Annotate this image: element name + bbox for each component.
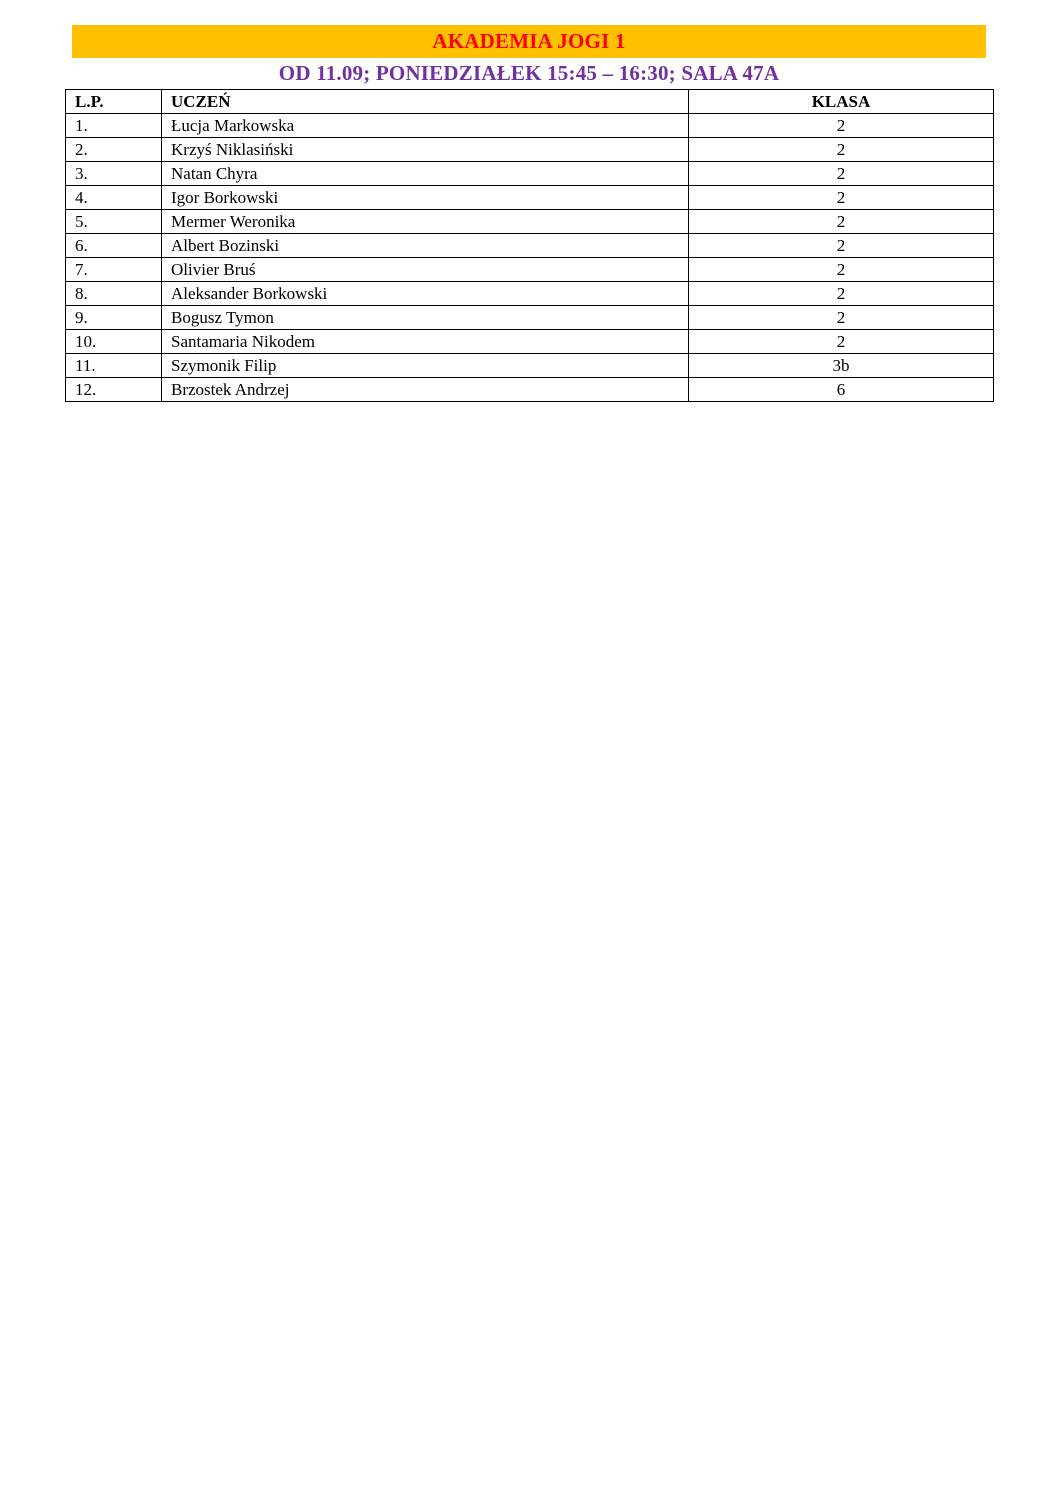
klasa-cell: 2 — [689, 162, 994, 186]
column-header-klasa: KLASA — [689, 90, 994, 114]
lp-cell: 1. — [66, 114, 162, 138]
student-name-cell: Aleksander Borkowski — [162, 282, 689, 306]
table-row — [66, 258, 994, 282]
lp-cell: 12. — [66, 378, 162, 402]
lp-cell: 10. — [66, 330, 162, 354]
table-row — [66, 330, 994, 354]
lp-cell: 3. — [66, 162, 162, 186]
student-name-cell: Olivier Bruś — [162, 258, 689, 282]
table-row — [66, 378, 994, 402]
klasa-cell: 2 — [689, 138, 994, 162]
klasa-cell: 3b — [689, 354, 994, 378]
lp-cell: 9. — [66, 306, 162, 330]
lp-cell: 5. — [66, 210, 162, 234]
table-row — [66, 162, 994, 186]
title-bar — [72, 25, 986, 58]
student-name-cell: Szymonik Filip — [162, 354, 689, 378]
student-name-cell: Natan Chyra — [162, 162, 689, 186]
klasa-cell: 2 — [689, 210, 994, 234]
student-name-cell: Santamaria Nikodem — [162, 330, 689, 354]
table-row — [66, 306, 994, 330]
table-row — [66, 186, 994, 210]
table-row — [66, 114, 994, 138]
lp-cell: 8. — [66, 282, 162, 306]
table-header-row — [66, 90, 994, 114]
student-name-cell: Łucja Markowska — [162, 114, 689, 138]
klasa-cell: 2 — [689, 258, 994, 282]
lp-cell: 2. — [66, 138, 162, 162]
table-row — [66, 210, 994, 234]
klasa-cell: 2 — [689, 282, 994, 306]
student-name-cell: Albert Bozinski — [162, 234, 689, 258]
column-header-lp: L.P. — [66, 90, 162, 114]
klasa-cell: 2 — [689, 330, 994, 354]
table-row — [66, 234, 994, 258]
student-name-cell: Bogusz Tymon — [162, 306, 689, 330]
klasa-cell: 2 — [689, 234, 994, 258]
student-table — [65, 89, 994, 402]
klasa-cell: 2 — [689, 114, 994, 138]
lp-cell: 4. — [66, 186, 162, 210]
schedule-subtitle-text: OD 11.09; PONIEDZIAŁEK 15:45 – 16:30; SALA 47A — [278, 60, 780, 85]
student-name-cell: Mermer Weronika — [162, 210, 689, 234]
lp-cell: 7. — [66, 258, 162, 282]
student-name-cell: Brzostek Andrzej — [162, 378, 689, 402]
schedule-subtitle — [72, 58, 986, 88]
klasa-cell: 2 — [689, 306, 994, 330]
lp-cell: 6. — [66, 234, 162, 258]
table-row — [66, 354, 994, 378]
klasa-cell: 6 — [689, 378, 994, 402]
table-row — [66, 138, 994, 162]
klasa-cell: 2 — [689, 186, 994, 210]
column-header-uczen: UCZEŃ — [162, 90, 689, 114]
student-name-cell: Igor Borkowski — [162, 186, 689, 210]
lp-cell: 11. — [66, 354, 162, 378]
table-row — [66, 282, 994, 306]
page-title: AKADEMIA JOGI 1 — [432, 29, 626, 53]
student-name-cell: Krzyś Niklasiński — [162, 138, 689, 162]
